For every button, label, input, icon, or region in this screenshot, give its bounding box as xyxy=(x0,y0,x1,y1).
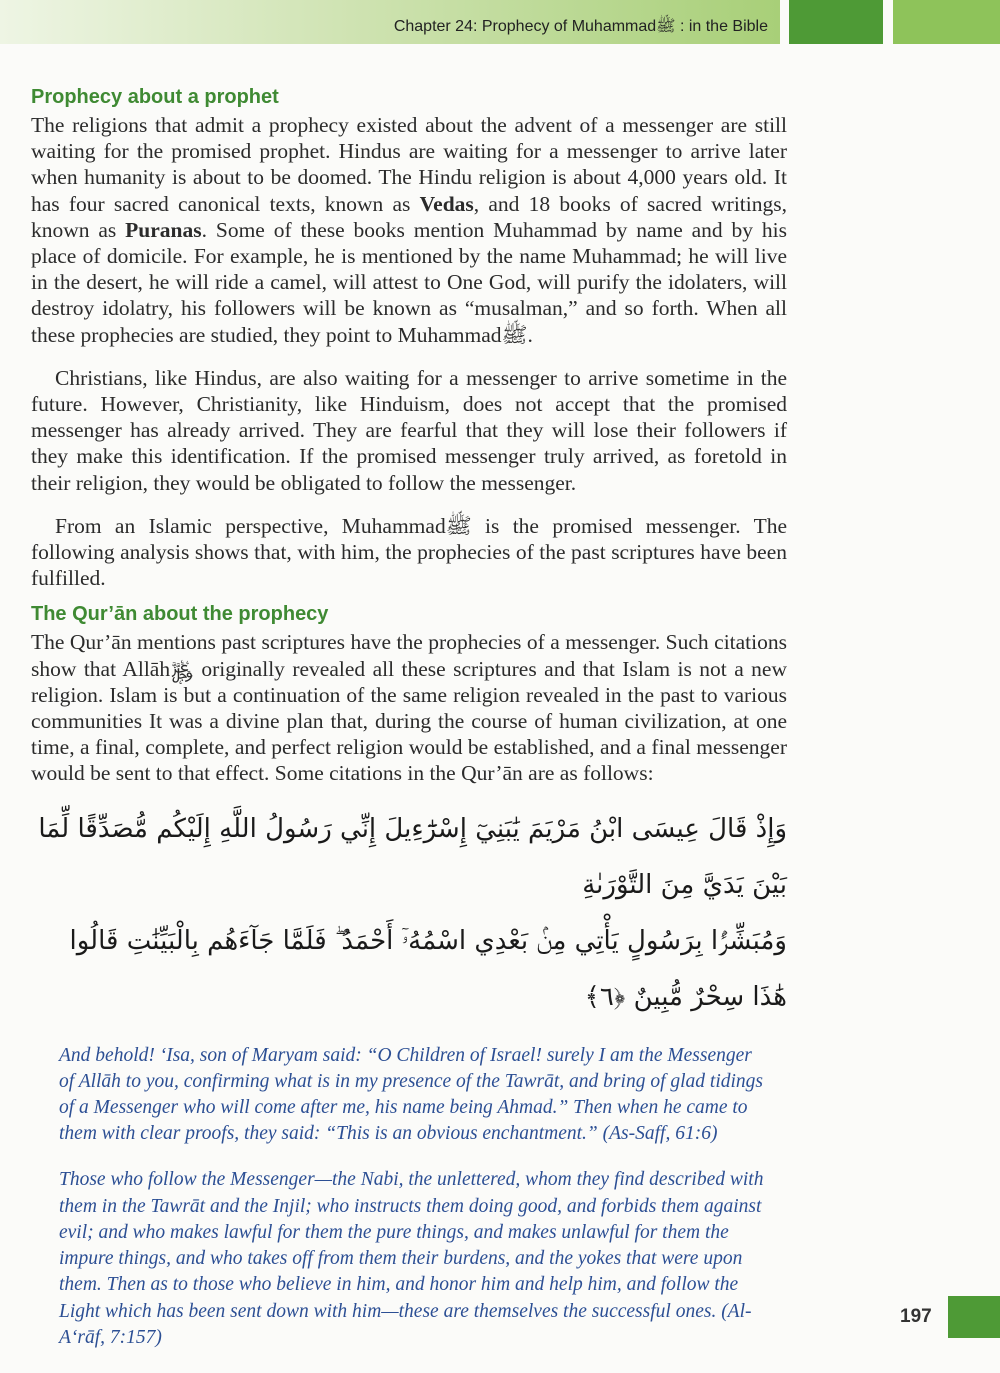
paragraph-islamic-perspective: From an Islamic perspective, Muhammadﷺ is the promised messenger. The following analysis shows that, with him, the prophecies of the past scriptures have been fulfilled. xyxy=(31,513,787,591)
chapter-title: Chapter 24: Prophecy of Muhammadﷺ : in the Bible xyxy=(393,18,768,35)
arabic-verse xyxy=(31,801,787,1025)
term-puranas: Puranas xyxy=(125,217,202,242)
paragraph-text: . Some of these books mention Muhammad by name and by his place of domicile. For example, he is mentioned by the name Muhammad; he will live in the desert, he will ride a camel, will attest to One God, will purify the idolaters, will destroy idolatry, his followers will be known as “musalman,” and so forth. When all these prophecies are studied, they point to Muhammadﷺ. xyxy=(31,217,788,347)
arabic-verse-line-1: وَإِذْ قَالَ عِيسَى ابْنُ مَرْيَمَ يَٰبَنِيٓ إِسْرَٰٓءِيلَ إِنِّي رَسُولُ اللَّهِ إِلَيْكُم مُّصَدِّقًا لِّمَا بَيْنَ يَدَيَّ مِنَ التَّوْرَىٰةِ xyxy=(38,813,787,900)
page-number: 197 xyxy=(900,1306,932,1327)
chapter-header-band xyxy=(0,0,780,44)
header-accent-block-dark xyxy=(789,0,883,44)
paragraph-text: The religions that admit a prophecy existed about the advent of a messenger are still waiting for the promised prophet. Hindus are waiting for a messenger to arrive later when humanity is about to be doomed. The Hindu religion is about 4,000 years old. It has four sacred canonical texts, known as xyxy=(31,113,787,216)
section-heading-prophecy-about-prophet: Prophecy about a prophet xyxy=(31,86,279,108)
arabic-verse-line-2: وَمُبَشِّرًۢا بِرَسُولٍ يَأْتِي مِنۢ بَعْدِي اسْمُهُۥٓ أَحْمَدُ ۖ فَلَمَّا جَآءَهُم بِالْبَيِّنَٰتِ قَالُوا هَٰذَا سِحْرٌ مُّبِينٌ ﴿٦﴾ xyxy=(69,925,787,1012)
page-body xyxy=(31,84,787,1351)
term-vedas: Vedas xyxy=(419,191,474,216)
page-number-tab xyxy=(948,1296,1000,1338)
paragraph-hindu-prophecy xyxy=(31,112,787,348)
paragraph-text: , and 18 books of sacred writings, known as xyxy=(31,191,787,242)
paragraph-quran-citations: The Qur’ān mentions past scriptures have the prophecies of a messenger. Such citations show that Allāh﷿ originally revealed all these scriptures and that Islam is not a new religion. Islam is but a continuation of the same religion revealed in the past to various communities It was a divine plan that, during the course of human civilization, at one time, a final, complete, and perfect religion would be established, and a final messenger would be sent to that effect. Some citations in the Qur’ān are as follows: xyxy=(31,630,787,786)
section-heading-quran-prophecy: The Qur’ān about the prophecy xyxy=(31,603,329,626)
paragraph-christian-prophecy: Christians, like Hindus, are also waiting for a messenger to arrive sometime in the future. However, Christianity, like Hinduism, does not accept that the promised messenger has already arrived. They are fearful that they will lose their followers if they make this identification. If the promised messenger truly arrived, as foretold in their religion, they would be obligated to follow the messenger. xyxy=(31,365,787,495)
translation-quote-as-saff: And behold! ‘Isa, son of Maryam said: “O Children of Israel! surely I am the Messenger of Allāh to you, confirming what is in my presence of the Tawrāt, and bring of glad tidings of a Messenger who will come after me, his name being Ahmad.” Then when he came to them with clear proofs, they said: “This is an obvious enchantment.” (As-Saff, 61:6) xyxy=(59,1044,763,1145)
chapter-header xyxy=(0,0,1000,44)
translation-quote-al-araf: Those who follow the Messenger—the Nabi, the unlettered, whom they find described with them in the Tawrāt and the Injil; who instructs them doing good, and forbids them against evil; and who makes lawful for them the pure things, and makes unlawful for them the impure things, and who takes off from them their burdens, and the yokes that were upon them. Then as to those who believe in him, and honor him and help him, and follow the Light which has been sent down with him—these are themselves the successful ones. (Al-A‘rāf, 7:157) xyxy=(59,1169,764,1348)
header-accent-block-light xyxy=(893,0,1000,44)
